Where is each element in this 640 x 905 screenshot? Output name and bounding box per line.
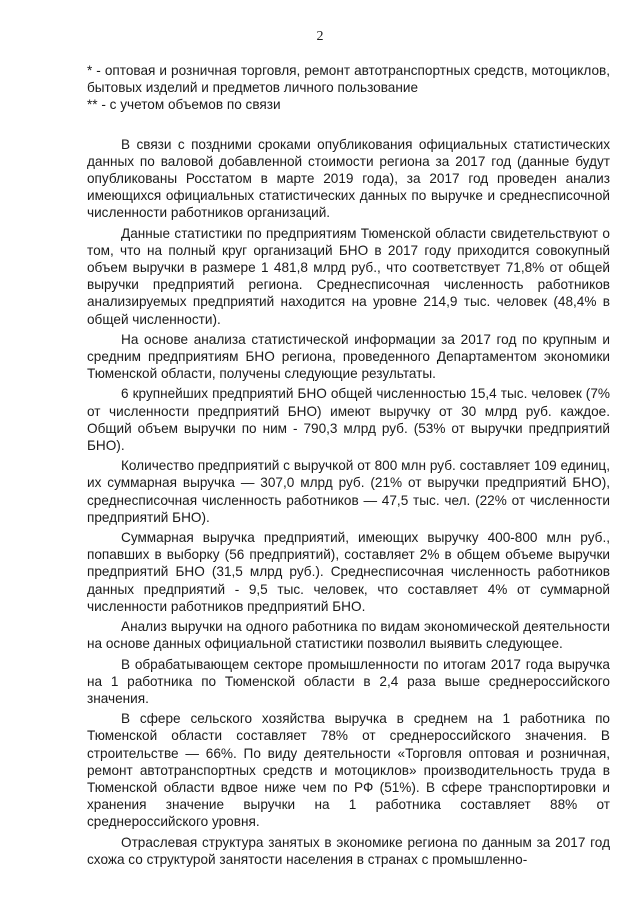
document-body [87, 55, 610, 868]
paragraph: Суммарная выручка предприятий, имеющих выручку 400-800 млн руб., попавших в выборку (56 предприятий), составляет 2% в общем объеме выручки предприятий БНО (31,5 млрд руб.). Среднесписочная численность работников данных предприятий - 9,5 тыс. человек, что составляет 4% от суммарной численности работников предприятий БНО. [87, 530, 610, 614]
paragraph: В обрабатывающем секторе промышленности по итогам 2017 года выручка на 1 работника по Тюменской области в 2,4 раза выше среднероссийского значения. [87, 656, 610, 706]
footnote: ** - с учетом объемов по связи [87, 97, 281, 113]
paragraph: Отраслевая структура занятых в экономике региона по данным за 2017 год схожа со структурой занятости населения в странах с промышленно- [87, 834, 610, 867]
paragraph: Данные статистики по предприятиям Тюменской области свидетельствуют о том, что на полный круг организаций БНО в 2017 году приходится совокупный объем выручки в размере 1 481,8 млрд руб., что соответствует 71,8% от общей выручки предприятий региона. Среднесписочная численность работников анализируемых предприятий находится на уровне 214,9 тыс. человек (48,4% в общей численности). [87, 225, 610, 327]
paragraph: На основе анализа статистической информации за 2017 год по крупным и средним предприятиям БНО региона, проведенного Департаментом экономики Тюменской области, получены следующие результаты. [87, 331, 610, 382]
paragraph: 6 крупнейших предприятий БНО общей численностью 15,4 тыс. человек (7% от численности предприятий БНО) имеют выручку от 30 млрд руб. каждое. Общий объем выручки по ним - 790,3 млрд руб. (53% от выручки предприятий БНО). [87, 386, 610, 454]
paragraph: В сфере сельского хозяйства выручка в среднем на 1 работника по Тюменской области составляет 78% от среднероссийского значения. В строительстве — 66%. По виду деятельности «Торговля оптовая и розничная, ремонт автотранспортных средств и мотоциклов» производительность труда в Тюменской области вдвое ниже чем по РФ (51%). В сфере транспортировки и хранения значение выручки на 1 работника составляет 88% от среднероссийского уровня. [87, 711, 610, 830]
paragraph: В связи с поздними сроками опубликования официальных статистических данных по валовой добавленной стоимости региона за 2017 год (данные будут опубликованы Росстатом в марте 2019 года), за 2017 год проведен анализ имеющихся официальных статистических данных по выручке и среднесписочной численности работников организаций. [87, 136, 610, 221]
page-number: 2 [316, 29, 324, 44]
paragraph: Количество предприятий с выручкой от 800 млн руб. составляет 109 единиц, их суммарная выручка — 307,0 млрд руб. (21% от выручки предприятий БНО), среднесписочная численность работников — 47,5 тыс. чел. (22% от численности предприятий БНО). [87, 458, 610, 525]
paragraph: Анализ выручки на одного работника по видам экономической деятельности на основе данных официальной статистики позволил выявить следующее. [87, 619, 610, 652]
footnote: * - оптовая и розничная торговля, ремонт автотранспортных средств, мотоциклов, бытовых изделий и предметов личного пользование [87, 63, 610, 96]
